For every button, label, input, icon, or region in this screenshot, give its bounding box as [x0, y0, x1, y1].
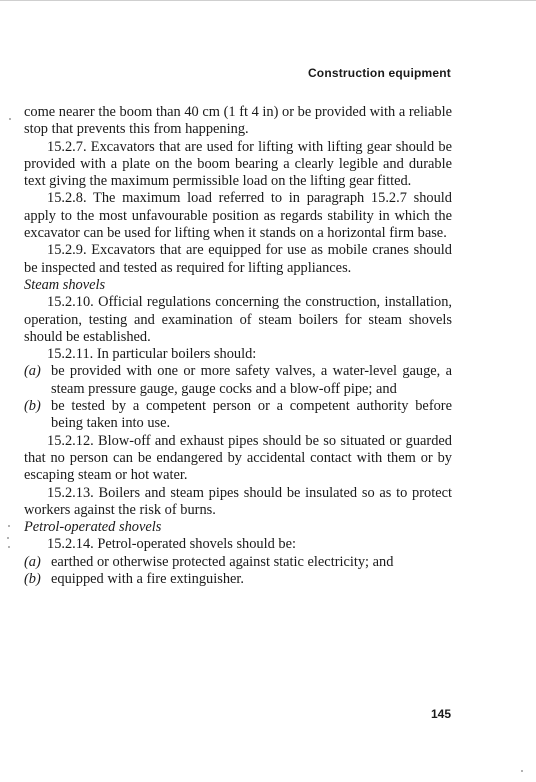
paragraph-15-2-12: 15.2.12. Blow-off and exhaust pipes should be so situated or guarded that no person can be endangered by accidental contact with them or by escaping steam or hot water. — [24, 432, 452, 484]
margin-speck — [9, 118, 11, 120]
list-item-label: (b) — [24, 571, 41, 588]
list-item-label: (a) — [24, 553, 41, 570]
paragraph-15-2-14: 15.2.14. Petrol-operated shovels should be: — [47, 536, 296, 553]
paragraph-15-2-9: 15.2.9. Excavators that are equipped for use as mobile cranes should be inspected and tested as required for lifting appliances. — [24, 242, 452, 276]
running-head: Construction equipment — [307, 66, 451, 80]
list-item-text: be provided with one or more safety valves, a water-level gauge, a steam pressure gauge, gauge cocks and a blow-off pipe; and — [51, 363, 452, 397]
paragraph-15-2-7: 15.2.7. Excavators that are used for lifting with lifting gear should be provided with a plate on the boom bearing a clearly legible and durable text giving the maximum permissible load on the lifting gear fitted. — [24, 138, 452, 190]
paragraph-15-2-13: 15.2.13. Boilers and steam pipes should be insulated so as to protect workers against the risk of burns. — [24, 484, 452, 518]
list-item-b — [24, 571, 452, 588]
list-item-text: earthed or otherwise protected against static electricity; and — [51, 553, 394, 570]
paragraph-15-2-11: 15.2.11. In particular boilers should: — [47, 346, 257, 363]
list-item-a — [24, 363, 452, 398]
top-border-rule — [0, 0, 536, 1]
section-heading-steam-shovels: Steam shovels — [24, 276, 106, 293]
paragraph-15-2-10: 15.2.10. Official regulations concerning the construction, installation, operation, testing and examination of steam boilers for steam shovels should be established. — [24, 294, 452, 345]
margin-speck — [8, 525, 10, 527]
list-item-label: (a) — [24, 363, 41, 380]
list-item-a — [24, 554, 452, 571]
margin-speck — [7, 537, 9, 539]
list-item-label: (b) — [24, 398, 41, 415]
margin-speck — [521, 770, 523, 772]
list-item-b — [24, 398, 452, 433]
section-heading-petrol-shovels: Petrol-operated shovels — [24, 519, 162, 536]
margin-speck — [8, 546, 10, 548]
paragraph-15-2-8: 15.2.8. The maximum load referred to in paragraph 15.2.7 should apply to the most unfavourable position as regards stability in which the excavator can be used for lifting when it stands on a horizontal firm base. — [24, 190, 452, 242]
paragraph-continuation: come nearer the boom than 40 cm (1 ft 4 in) or be provided with a reliable stop that prevents this from happening. — [24, 104, 452, 138]
body-text — [24, 104, 452, 588]
list-item-text: be tested by a competent person or a competent authority before being taken into use. — [51, 398, 452, 432]
page-number: 145 — [430, 707, 451, 721]
list-item-text: equipped with a fire extinguisher. — [51, 571, 245, 588]
